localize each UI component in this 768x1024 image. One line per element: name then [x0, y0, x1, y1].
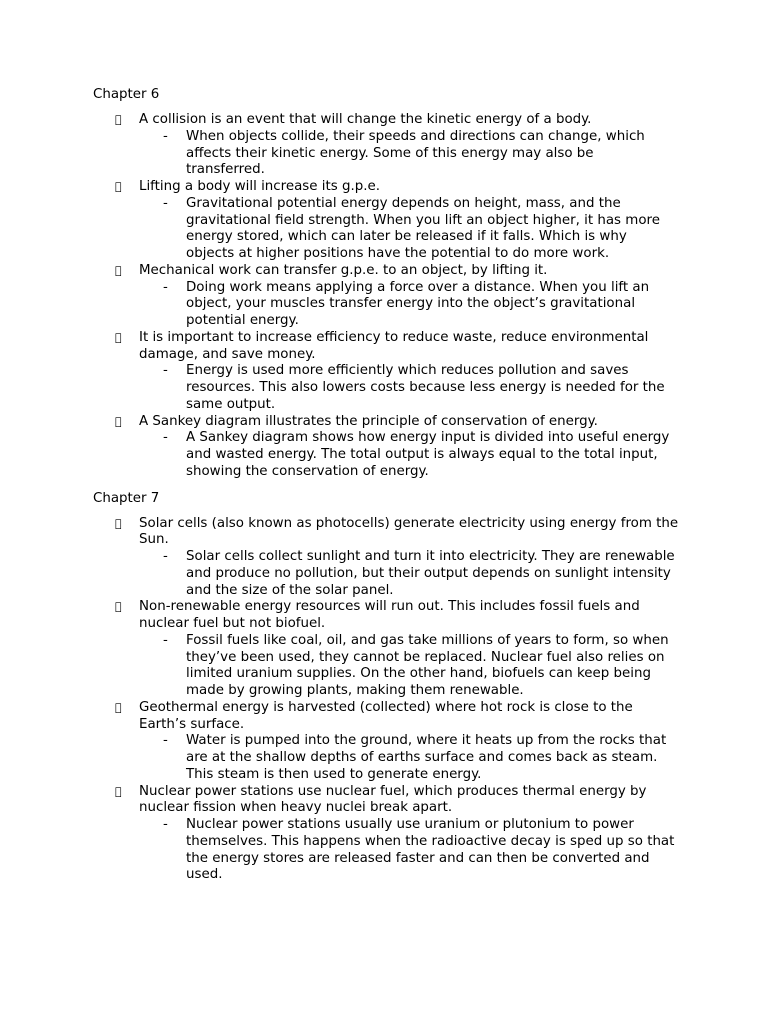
dash-marker: -	[163, 549, 168, 564]
sub-bullet-text: Gravitational potential energy depends on height, mass, and the gravitational field strength. When you lift an object higher, it has more energy stored, which can later be released if it falls. Which is why objects at higher positions have the potential to do more work.	[186, 195, 660, 261]
sub-bullet-text: A Sankey diagram shows how energy input is divided into useful energy and wasted energy. The total output is always equal to the total input, showing the conservation of energy.	[186, 430, 670, 479]
document-page	[93, 86, 693, 893]
bullet-text: A Sankey diagram illustrates the principle of conservation of energy.	[139, 413, 598, 429]
list-item	[93, 330, 693, 414]
dash-marker: -	[163, 195, 168, 211]
list-item	[93, 516, 693, 600]
sub-bullet-text: Nuclear power stations usually use uranium or plutonium to power themselves. This happens when the radioactive decay is sped up so that the energy stores are released faster and can then be converted and used.	[186, 817, 675, 883]
dash-marker: -	[163, 430, 168, 446]
bullet-icon	[93, 112, 139, 129]
dash-marker: -	[163, 632, 168, 648]
dash-marker: -	[163, 733, 168, 749]
sub-bullet-text: Doing work means applying a force over a distance. When you lift an object, your muscles transfer energy into the object’s gravitational potential energy.	[186, 279, 650, 328]
list-item	[93, 112, 693, 179]
bullet-text: Solar cells (also known as photocells) generate electricity using energy from the Sun.	[139, 515, 679, 548]
dash-marker: -	[163, 817, 168, 832]
bullet-icon	[93, 414, 139, 431]
bullet-icon	[93, 330, 139, 364]
list-item	[93, 263, 693, 330]
sub-bullet-text: When objects collide, their speeds and directions can change, which affects their kinetic energy. Some of this energy may also be transferred.	[186, 128, 645, 178]
bullet-text: Lifting a body will increase its g.p.e.	[139, 179, 380, 194]
bullet-text: It is important to increase efficiency to reduce waste, reduce environmental damage, and save money.	[139, 329, 649, 362]
bullet-list	[93, 516, 693, 885]
bullet-text: A collision is an event that will change the kinetic energy of a body.	[139, 112, 592, 127]
list-item	[93, 414, 693, 481]
list-item	[93, 179, 693, 263]
bullet-icon	[93, 516, 139, 550]
bullet-text: Nuclear power stations use nuclear fuel, which produces thermal energy by nuclear fission when heavy nuclei break apart.	[139, 783, 647, 816]
bullet-text: Non-renewable energy resources will run out. This includes fossil fuels and nuclear fuel but not biofuel.	[139, 599, 640, 631]
bullet-text: Mechanical work can transfer g.p.e. to an object, by lifting it.	[139, 262, 548, 278]
list-item	[93, 700, 693, 784]
list-item	[93, 599, 693, 700]
sub-bullet-text: Solar cells collect sunlight and turn it into electricity. They are renewable and produce no pollution, but their output depends on sunlight intensity and the size of the solar panel.	[186, 549, 675, 598]
bullet-list	[93, 112, 693, 481]
chapter-section	[93, 86, 693, 481]
chapter-heading: Chapter 7	[93, 490, 160, 506]
sub-bullet-text: Water is pumped into the ground, where it heats up from the rocks that are at the shallow depths of earths surface and comes back as steam. This steam is then used to generate energy.	[186, 733, 667, 782]
dash-marker: -	[163, 128, 168, 144]
dash-marker: -	[163, 363, 168, 379]
dash-marker: -	[163, 279, 168, 295]
bullet-icon	[93, 784, 139, 818]
list-item	[93, 784, 693, 885]
bullet-icon	[93, 179, 139, 196]
bullet-icon	[93, 700, 139, 734]
sub-bullet-text: Energy is used more efficiently which reduces pollution and saves resources. This also lowers costs because less energy is needed for the same output.	[186, 363, 665, 412]
bullet-text: Geothermal energy is harvested (collected) where hot rock is close to the Earth’s surface.	[139, 699, 633, 732]
bullet-icon	[93, 599, 139, 633]
sub-bullet-text: Fossil fuels like coal, oil, and gas take millions of years to form, so when they’ve been used, they cannot be replaced. Nuclear fuel also relies on limited uranium supplies. On the other hand, biofuels can keep being made by growing plants, making them renewable.	[186, 632, 669, 698]
bullet-icon	[93, 263, 139, 280]
chapter-heading: Chapter 6	[93, 87, 160, 102]
chapter-section	[93, 490, 693, 885]
